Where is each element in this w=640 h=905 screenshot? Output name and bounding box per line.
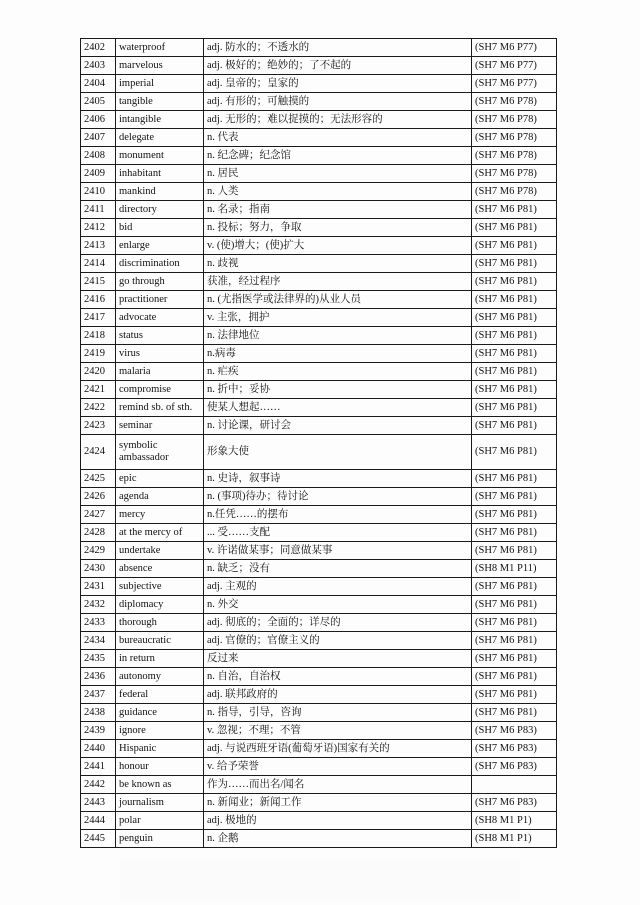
entry-source: (SH7 M6 P83) xyxy=(472,722,557,740)
entry-number: 2439 xyxy=(81,722,116,740)
entry-number: 2445 xyxy=(81,830,116,848)
table-row xyxy=(81,758,557,776)
vocabulary-table xyxy=(80,38,557,848)
entry-source: (SH7 M6 P78) xyxy=(472,183,557,201)
entry-number: 2420 xyxy=(81,363,116,381)
table-row xyxy=(81,632,557,650)
entry-definition: n. 居民 xyxy=(204,165,472,183)
entry-source: (SH7 M6 P81) xyxy=(472,399,557,417)
entry-source: (SH7 M6 P81) xyxy=(472,614,557,632)
entry-definition: n. 投标；努力，争取 xyxy=(204,219,472,237)
table-row xyxy=(81,129,557,147)
entry-word: agenda xyxy=(116,488,204,506)
entry-number: 2411 xyxy=(81,201,116,219)
entry-source: (SH7 M6 P77) xyxy=(472,39,557,57)
entry-number: 2437 xyxy=(81,686,116,704)
entry-number: 2440 xyxy=(81,740,116,758)
entry-number: 2438 xyxy=(81,704,116,722)
table-row xyxy=(81,596,557,614)
table-row xyxy=(81,470,557,488)
entry-source: (SH8 M1 P1) xyxy=(472,812,557,830)
entry-word: federal xyxy=(116,686,204,704)
entry-number: 2444 xyxy=(81,812,116,830)
entry-word: in return xyxy=(116,650,204,668)
entry-number: 2432 xyxy=(81,596,116,614)
entry-number: 2424 xyxy=(81,435,116,470)
entry-definition: n. (尤指医学或法律界的)从业人员 xyxy=(204,291,472,309)
entry-word: penguin xyxy=(116,830,204,848)
entry-definition: n. 外交 xyxy=(204,596,472,614)
entry-word: discrimination xyxy=(116,255,204,273)
entry-definition: adj. 有形的；可触摸的 xyxy=(204,93,472,111)
entry-source: (SH8 M1 P11) xyxy=(472,560,557,578)
entry-number: 2426 xyxy=(81,488,116,506)
entry-source: (SH7 M6 P81) xyxy=(472,291,557,309)
entry-definition: adj. 极好的；绝妙的；了不起的 xyxy=(204,57,472,75)
entry-source: (SH7 M6 P81) xyxy=(472,327,557,345)
entry-definition: n.任凭……的摆布 xyxy=(204,506,472,524)
entry-source: (SH7 M6 P81) xyxy=(472,381,557,399)
table-row xyxy=(81,506,557,524)
entry-word: autonomy xyxy=(116,668,204,686)
entry-number: 2430 xyxy=(81,560,116,578)
entry-source: (SH7 M6 P81) xyxy=(472,470,557,488)
entry-number: 2443 xyxy=(81,794,116,812)
entry-number: 2419 xyxy=(81,345,116,363)
entry-number: 2403 xyxy=(81,57,116,75)
entry-number: 2405 xyxy=(81,93,116,111)
entry-source: (SH7 M6 P78) xyxy=(472,93,557,111)
entry-number: 2412 xyxy=(81,219,116,237)
entry-definition: 获准，经过程序 xyxy=(204,273,472,291)
entry-word: guidance xyxy=(116,704,204,722)
entry-word: enlarge xyxy=(116,237,204,255)
entry-number: 2425 xyxy=(81,470,116,488)
entry-number: 2423 xyxy=(81,417,116,435)
entry-definition: adj. 主观的 xyxy=(204,578,472,596)
entry-source: (SH7 M6 P81) xyxy=(472,363,557,381)
table-row xyxy=(81,650,557,668)
entry-word: epic xyxy=(116,470,204,488)
entry-source: (SH7 M6 P78) xyxy=(472,165,557,183)
entry-source: (SH7 M6 P81) xyxy=(472,578,557,596)
entry-source: (SH7 M6 P81) xyxy=(472,488,557,506)
table-row xyxy=(81,309,557,327)
table-row xyxy=(81,668,557,686)
entry-definition: v. 主张，拥护 xyxy=(204,309,472,327)
entry-source: (SH7 M6 P83) xyxy=(472,758,557,776)
entry-source: (SH7 M6 P81) xyxy=(472,632,557,650)
table-row xyxy=(81,165,557,183)
entry-definition: adj. 彻底的；全面的；详尽的 xyxy=(204,614,472,632)
table-row xyxy=(81,75,557,93)
entry-source: (SH7 M6 P81) xyxy=(472,435,557,470)
entry-definition: ... 受……支配 xyxy=(204,524,472,542)
table-row xyxy=(81,219,557,237)
table-row xyxy=(81,794,557,812)
entry-definition: adj. 极地的 xyxy=(204,812,472,830)
entry-source: (SH7 M6 P81) xyxy=(472,686,557,704)
entry-source: (SH7 M6 P81) xyxy=(472,704,557,722)
entry-number: 2422 xyxy=(81,399,116,417)
table-row xyxy=(81,524,557,542)
entry-word: journalism xyxy=(116,794,204,812)
entry-definition: n. 疟疾 xyxy=(204,363,472,381)
page-shadow xyxy=(120,860,520,900)
entry-number: 2428 xyxy=(81,524,116,542)
entry-word: thorough xyxy=(116,614,204,632)
entry-number: 2427 xyxy=(81,506,116,524)
entry-source: (SH7 M6 P81) xyxy=(472,201,557,219)
entry-word: polar xyxy=(116,812,204,830)
entry-word: compromise xyxy=(116,381,204,399)
table-row xyxy=(81,237,557,255)
entry-word: absence xyxy=(116,560,204,578)
entry-word: subjective xyxy=(116,578,204,596)
entry-word: bureaucratic xyxy=(116,632,204,650)
entry-word: mercy xyxy=(116,506,204,524)
entry-definition: n. (事项)待办；待讨论 xyxy=(204,488,472,506)
table-row xyxy=(81,345,557,363)
entry-definition: n. 指导，引导，咨询 xyxy=(204,704,472,722)
entry-number: 2418 xyxy=(81,327,116,345)
entry-source: (SH7 M6 P81) xyxy=(472,542,557,560)
entry-number: 2413 xyxy=(81,237,116,255)
table-row xyxy=(81,363,557,381)
entry-source: (SH7 M6 P83) xyxy=(472,740,557,758)
entry-source: (SH7 M6 P81) xyxy=(472,506,557,524)
entry-word: seminar xyxy=(116,417,204,435)
table-row xyxy=(81,830,557,848)
table-row xyxy=(81,417,557,435)
entry-word: diplomacy xyxy=(116,596,204,614)
entry-definition: adj. 与说西班牙语(葡萄牙语)国家有关的 xyxy=(204,740,472,758)
entry-definition: adj. 联邦政府的 xyxy=(204,686,472,704)
table-row xyxy=(81,273,557,291)
entry-definition: adj. 官僚的；官僚主义的 xyxy=(204,632,472,650)
table-row xyxy=(81,740,557,758)
entry-source: (SH7 M6 P81) xyxy=(472,596,557,614)
entry-word: tangible xyxy=(116,93,204,111)
table-row xyxy=(81,722,557,740)
entry-word: mankind xyxy=(116,183,204,201)
entry-word: be known as xyxy=(116,776,204,794)
entry-word: intangible xyxy=(116,111,204,129)
entry-word: monument xyxy=(116,147,204,165)
entry-definition: n. 史诗，叙事诗 xyxy=(204,470,472,488)
table-row xyxy=(81,327,557,345)
entry-word: waterproof xyxy=(116,39,204,57)
entry-definition: n. 名录；指南 xyxy=(204,201,472,219)
table-row xyxy=(81,488,557,506)
entry-word: directory xyxy=(116,201,204,219)
entry-number: 2410 xyxy=(81,183,116,201)
entry-number: 2402 xyxy=(81,39,116,57)
entry-word: honour xyxy=(116,758,204,776)
entry-source: (SH7 M6 P77) xyxy=(472,75,557,93)
entry-word: bid xyxy=(116,219,204,237)
table-row xyxy=(81,111,557,129)
entry-source: (SH7 M6 P78) xyxy=(472,129,557,147)
table-row xyxy=(81,183,557,201)
entry-word: practitioner xyxy=(116,291,204,309)
entry-definition: n. 讨论课，研讨会 xyxy=(204,417,472,435)
vocabulary-table-body xyxy=(81,39,557,848)
entry-number: 2417 xyxy=(81,309,116,327)
entry-word: virus xyxy=(116,345,204,363)
entry-number: 2407 xyxy=(81,129,116,147)
entry-definition: n. 自治，自治权 xyxy=(204,668,472,686)
table-row xyxy=(81,560,557,578)
table-row xyxy=(81,93,557,111)
table-row xyxy=(81,147,557,165)
entry-definition: adj. 无形的；难以捉摸的；无法形容的 xyxy=(204,111,472,129)
entry-word: status xyxy=(116,327,204,345)
table-row xyxy=(81,812,557,830)
entry-definition: n. 折中；妥协 xyxy=(204,381,472,399)
table-row xyxy=(81,57,557,75)
table-row xyxy=(81,255,557,273)
entry-number: 2415 xyxy=(81,273,116,291)
entry-word: go through xyxy=(116,273,204,291)
entry-definition: n. 法律地位 xyxy=(204,327,472,345)
entry-definition: n. 歧视 xyxy=(204,255,472,273)
entry-definition: n. 缺乏；没有 xyxy=(204,560,472,578)
entry-source: (SH7 M6 P78) xyxy=(472,111,557,129)
table-row xyxy=(81,201,557,219)
table-row xyxy=(81,399,557,417)
table-row xyxy=(81,776,557,794)
entry-word: ignore xyxy=(116,722,204,740)
entry-word: marvelous xyxy=(116,57,204,75)
entry-number: 2434 xyxy=(81,632,116,650)
entry-definition: adj. 皇帝的；皇家的 xyxy=(204,75,472,93)
entry-word: imperial xyxy=(116,75,204,93)
table-row xyxy=(81,381,557,399)
entry-definition: 使某人想起…… xyxy=(204,399,472,417)
table-row xyxy=(81,39,557,57)
entry-source: (SH7 M6 P81) xyxy=(472,417,557,435)
entry-definition: n. 新闻业；新闻工作 xyxy=(204,794,472,812)
entry-source: (SH7 M6 P81) xyxy=(472,273,557,291)
table-row xyxy=(81,686,557,704)
entry-definition: adj. 防水的；不透水的 xyxy=(204,39,472,57)
entry-definition: n.病毒 xyxy=(204,345,472,363)
entry-source: (SH7 M6 P81) xyxy=(472,345,557,363)
entry-number: 2404 xyxy=(81,75,116,93)
entry-definition: 形象大使 xyxy=(204,435,472,470)
entry-word: symbolic ambassador xyxy=(116,435,204,470)
entry-source: (SH7 M6 P81) xyxy=(472,237,557,255)
entry-number: 2436 xyxy=(81,668,116,686)
entry-number: 2416 xyxy=(81,291,116,309)
table-row xyxy=(81,578,557,596)
entry-source: (SH7 M6 P81) xyxy=(472,255,557,273)
entry-source: (SH7 M6 P78) xyxy=(472,147,557,165)
entry-word: malaria xyxy=(116,363,204,381)
entry-number: 2431 xyxy=(81,578,116,596)
entry-source: (SH7 M6 P81) xyxy=(472,650,557,668)
table-row xyxy=(81,435,557,470)
entry-source: (SH7 M6 P83) xyxy=(472,794,557,812)
entry-source: (SH7 M6 P81) xyxy=(472,524,557,542)
entry-definition: v. 忽视；不理；不管 xyxy=(204,722,472,740)
entry-definition: n. 企鹅 xyxy=(204,830,472,848)
entry-definition: 作为……而出名/闻名 xyxy=(204,776,472,794)
entry-source: (SH7 M6 P77) xyxy=(472,57,557,75)
entry-number: 2429 xyxy=(81,542,116,560)
entry-definition: n. 纪念碑；纪念馆 xyxy=(204,147,472,165)
entry-word: remind sb. of sth. xyxy=(116,399,204,417)
entry-definition: 反过来 xyxy=(204,650,472,668)
entry-number: 2435 xyxy=(81,650,116,668)
entry-word: undertake xyxy=(116,542,204,560)
entry-word: at the mercy of xyxy=(116,524,204,542)
entry-number: 2408 xyxy=(81,147,116,165)
entry-number: 2406 xyxy=(81,111,116,129)
table-row xyxy=(81,614,557,632)
entry-word: Hispanic xyxy=(116,740,204,758)
entry-definition: v. 许诺做某事；同意做某事 xyxy=(204,542,472,560)
entry-definition: n. 代表 xyxy=(204,129,472,147)
entry-word: inhabitant xyxy=(116,165,204,183)
entry-number: 2433 xyxy=(81,614,116,632)
entry-number: 2441 xyxy=(81,758,116,776)
entry-definition: n. 人类 xyxy=(204,183,472,201)
entry-number: 2409 xyxy=(81,165,116,183)
entry-source: (SH7 M6 P81) xyxy=(472,219,557,237)
table-row xyxy=(81,542,557,560)
entry-number: 2421 xyxy=(81,381,116,399)
entry-source: (SH7 M6 P81) xyxy=(472,309,557,327)
entry-source: (SH8 M1 P1) xyxy=(472,830,557,848)
table-row xyxy=(81,291,557,309)
entry-definition: v. 给予荣誉 xyxy=(204,758,472,776)
entry-source xyxy=(472,776,557,794)
entry-number: 2442 xyxy=(81,776,116,794)
entry-source: (SH7 M6 P81) xyxy=(472,668,557,686)
entry-word: delegate xyxy=(116,129,204,147)
table-row xyxy=(81,704,557,722)
entry-definition: v. (使)增大；(使)扩大 xyxy=(204,237,472,255)
entry-number: 2414 xyxy=(81,255,116,273)
entry-word: advocate xyxy=(116,309,204,327)
